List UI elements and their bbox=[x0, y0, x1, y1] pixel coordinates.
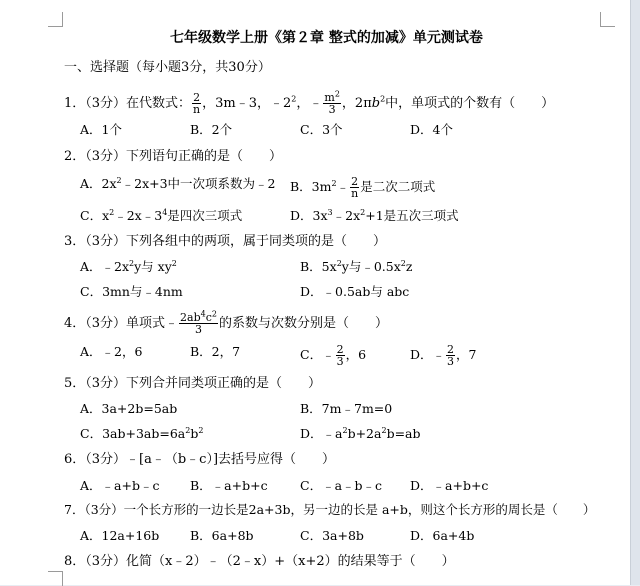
option-d: D．$3x^3﹣2x^2+1$是五次三项式 bbox=[290, 207, 459, 223]
option-c: C．$3ab+3ab=6a^2b^2$ bbox=[80, 425, 204, 441]
option-b: B．2个 bbox=[190, 122, 233, 137]
option-b: B．$3m^2﹣$ $\frac{2}{n}$ 是二次二项式 bbox=[290, 175, 436, 200]
option-b: B．7m﹣7m=0 bbox=[300, 401, 393, 416]
option-c: C．3a+8b bbox=[300, 528, 364, 543]
option-d: D．﹣a+b+c bbox=[410, 478, 489, 493]
fraction: $\frac{2ab^4c^2}{3}$ bbox=[180, 309, 218, 336]
option-a: A．12a+16b bbox=[80, 528, 160, 543]
option-d: D．6a+4b bbox=[410, 528, 475, 543]
crop-mark-top-left bbox=[48, 12, 63, 27]
option-b: B．6a+8b bbox=[190, 528, 254, 543]
option-b: B．2，7 bbox=[190, 344, 241, 359]
question-1: 1．（3分）在代数式： $\frac{2}{n}$ ，3m﹣3，$﹣2^2$，﹣ $\frac{m^2}{3}$ ，$2\pi b^2$中，单项式的个数有（ ） bbox=[64, 89, 555, 116]
option-a: A．1个 bbox=[80, 122, 122, 137]
question-4: 4．（3分）单项式﹣ $\frac{2ab^4c^2}{3}$ 的系数与次数分别是（ ） bbox=[64, 309, 389, 336]
option-b: B．﹣a+b+c bbox=[190, 478, 268, 493]
page-gutter bbox=[630, 0, 640, 585]
option-c: C．3mn与﹣4nm bbox=[80, 284, 183, 299]
option-a: A．$﹣2x^2y$与 $xy^2$ bbox=[80, 258, 177, 274]
fraction: $\frac{2}{n}$ bbox=[351, 175, 359, 200]
question-8: 8．（3分）化简（x﹣2）﹣（2﹣x）+（x+2）的结果等于（ ） bbox=[64, 554, 455, 569]
fraction: $\frac{2}{3}$ bbox=[336, 343, 344, 368]
option-d: D．$﹣a^2b+2a^2b=ab$ bbox=[300, 425, 421, 441]
option-d: D．﹣0.5ab与 abc bbox=[300, 284, 410, 299]
option-a: A．﹣2，6 bbox=[80, 344, 143, 359]
option-c: C．3个 bbox=[300, 122, 343, 137]
question-6: 6．（3分）﹣[a﹣（b﹣c）]去括号应得（ ） bbox=[64, 452, 336, 467]
page-title: 七年级数学上册《第２章 整式的加减》单元测试卷 bbox=[170, 30, 483, 46]
option-c: C．$x^2﹣2x﹣3^4$是四次三项式 bbox=[80, 207, 243, 223]
question-7: 7．（3分）一个长方形的一边长是2a+3b，另一边的长是 a+b，则这个长方形的周长是（ ） bbox=[64, 502, 596, 517]
option-c: C．﹣ $\frac{2}{3}$ ，6 bbox=[300, 343, 367, 368]
crop-mark-bottom-left bbox=[48, 571, 63, 586]
option-d: D．﹣ $\frac{2}{3}$ ，7 bbox=[410, 343, 477, 368]
option-c: C．﹣a﹣b﹣c bbox=[300, 478, 383, 493]
question-2: 2．（3分）下列语句正确的是（ ） bbox=[64, 149, 283, 164]
option-d: D．4个 bbox=[410, 122, 453, 137]
option-b: B．$5x^2y$与$﹣0.5x^2z$ bbox=[300, 258, 413, 274]
fraction: $\frac{2}{3}$ bbox=[447, 343, 455, 368]
fraction: $\frac{m^2}{3}$ bbox=[324, 89, 340, 116]
crop-mark-top-right bbox=[600, 12, 615, 27]
question-3: 3．（3分）下列各组中的两项，属于同类项的是（ ） bbox=[64, 234, 387, 249]
question-5: 5．（3分）下列合并同类项正确的是（ ） bbox=[64, 376, 322, 391]
option-a: A．3a+2b=5ab bbox=[80, 401, 178, 416]
fraction: $\frac{2}{n}$ bbox=[193, 91, 201, 116]
option-a: A．﹣a+b﹣c bbox=[80, 478, 160, 493]
option-a: A．$2x^2﹣2x+3$中一次项系数为﹣2 bbox=[80, 175, 276, 191]
section-heading: 一、选择题（每小题3分，共30分） bbox=[64, 60, 271, 75]
